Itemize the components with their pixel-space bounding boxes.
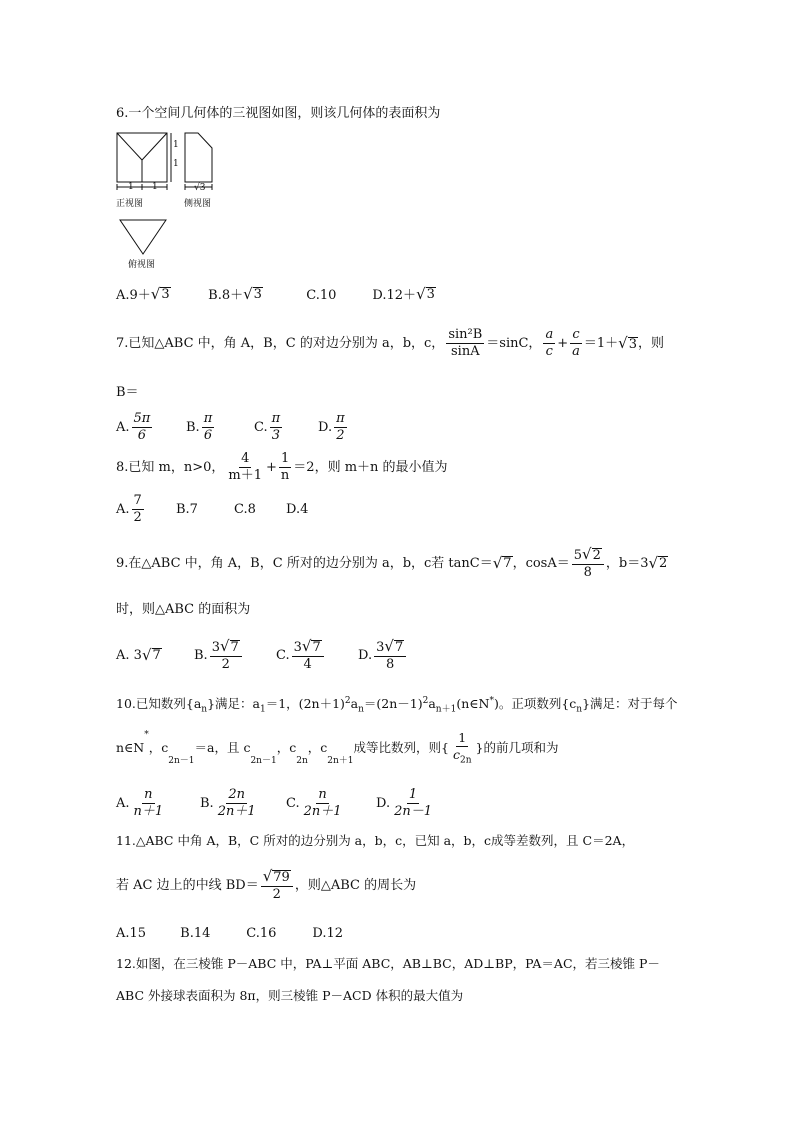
dim-label-1: 1 <box>128 182 134 192</box>
q6-option-c: C.10 <box>306 288 337 303</box>
q10-option-a: A. $\frac{n}{n+1}$ <box>116 787 164 820</box>
q6-option-d: D.12＋ √ 3 <box>372 285 435 303</box>
q8-option-c: C.8 <box>234 502 256 518</box>
q9-option-d: D. 3 √ 7 8 <box>358 638 408 673</box>
dim-label-3: 1 <box>173 140 179 150</box>
q9-option-c: C. 3 √ 7 4 <box>276 638 358 673</box>
q7-line1: 7.已知△ABC 中，角 A，B，C 的对边分别为 a，b，c， $\frac{\text{sin²B}}{\sin A}$ ＝sinC， $\frac{a}{c}$ + $\frac{c}{a}$ ＝1＋ √ 3 ，则 <box>116 327 665 360</box>
q12-line2: ABC 外接球表面积为 8π，则三棱锥 P－ACD 体积的最大值为 <box>116 988 464 1003</box>
q6-options <box>116 287 436 302</box>
dim-label-sqrt3: √3 <box>194 183 206 193</box>
q11-option-d: D.12 <box>312 926 344 941</box>
q7-options <box>116 412 349 444</box>
front-view-label: 正视图 <box>116 199 144 209</box>
q10-option-c: C. $\frac{n}{2n+1}$ <box>286 787 342 820</box>
q10-option-b: B. $\frac{2n}{2n+1}$ <box>200 787 256 820</box>
top-view-drawing <box>120 220 166 254</box>
q6-option-a: A.9＋ √ 3 <box>116 285 170 303</box>
q11-line1: 11.△ABC 中角 A，B，C 所对的边分别为 a，b，c，已知 a，b，c成等差数列，且 C＝2A， <box>116 833 635 848</box>
q7-line2: B＝ <box>116 385 139 400</box>
q8-option-a: A. $\frac{7}{2}$ <box>116 493 142 526</box>
q11-option-b: B.14 <box>180 926 211 941</box>
q9-option-b: B. 3 √ 7 2 <box>194 638 276 673</box>
q7-option-c: C. $\frac{\pi}{3}$ <box>254 411 281 444</box>
q9-option-a: A. 3 √ 7 <box>116 645 161 664</box>
q11-option-c: C.16 <box>246 926 277 941</box>
q9-line1: 9.在△ABC 中，角 A，B，C 所对的边分别为 a，b，c若 tanC＝ √ 7 ，cosA＝ 5 √ 2 8 ，b＝3 √ 2 <box>116 545 668 581</box>
side-view-drawing <box>185 133 212 190</box>
front-view-drawing <box>117 133 171 190</box>
q11-options <box>116 927 343 940</box>
q12-line1: 12.如图，在三棱锥 P－ABC 中，PA⊥平面 ABC，AB⊥BC，AD⊥BP，PA＝AC，若三棱锥 P－ <box>116 956 660 971</box>
q6-stem: 6.一个空间几何体的三视图如图，则该几何体的表面积为 <box>116 106 441 121</box>
q9-options <box>116 638 408 673</box>
dim-label-4: 1 <box>173 159 179 169</box>
q7-option-d: D. $\frac{\pi}{2}$ <box>318 411 345 444</box>
q10-line1: 10.已知数列$\{a_n\}$满足：$a_1=1$，$(2n+1)^2a_n=(2n-1)^2a_{n+1}(n\in N^*)$。正项数列$\{c_n\}$满足：对于每个 <box>116 696 678 715</box>
q6-option-b: B.8＋ √ 3 <box>208 285 262 303</box>
top-view-label: 俯视图 <box>128 260 156 270</box>
q10-line2: n∈N * ，c 2n－1 ＝a，且 c 2n－1 ，c 2n ，c 2n＋1 成等比数列，则{ $\frac{1}{c_{2n}}$ }的前几项和为 <box>116 730 559 767</box>
q8-option-b: B.7 <box>176 502 198 518</box>
q7-sin-frac: $\frac{\text{sin²B}}{\sin A}$ <box>448 327 483 360</box>
q8-option-d: D.4 <box>286 502 309 518</box>
q11-option-a: A.15 <box>116 926 147 941</box>
q7-option-a: A. $\frac{5\pi}{6}$ <box>116 411 151 444</box>
q10-options <box>116 788 436 820</box>
q7-option-b: B. $\frac{\pi}{6}$ <box>186 411 213 444</box>
q11-line2: 若 AC 边上的中线 BD＝ √ 79 2 ，则△ABC 的周长为 <box>116 867 417 903</box>
q9-line2: 时，则△ABC 的面积为 <box>116 602 251 617</box>
q8-options <box>116 494 308 526</box>
dim-label-2: 1 <box>152 182 158 192</box>
side-view-label: 侧视图 <box>184 199 212 209</box>
q8-line1: 8.已知 m，n>0， $\frac{4}{m+1}$ + $\frac{1}{n}$ ＝2，则 m＋n 的最小值为 <box>116 451 448 484</box>
q10-option-d: D. $\frac{1}{2n-1}$ <box>376 787 433 820</box>
